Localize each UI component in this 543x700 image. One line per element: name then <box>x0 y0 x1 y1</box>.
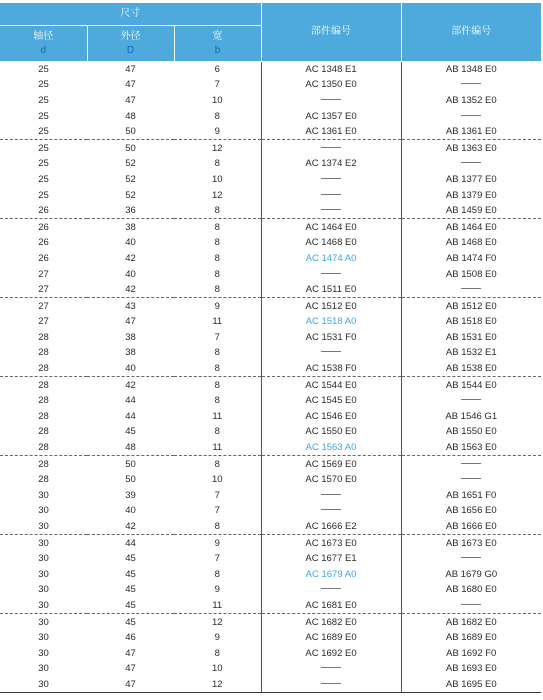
shaft-diameter-cell: 25 <box>38 94 49 106</box>
outer-diameter-cell: 48 <box>87 440 174 456</box>
outer-diameter-cell: 39 <box>125 489 136 501</box>
part-number-a-cell: AC 1518 A0 <box>261 314 401 330</box>
width-cell: 11 <box>174 440 261 456</box>
part-number-a-cell <box>261 187 401 203</box>
table-row <box>0 219 541 235</box>
table-row <box>0 630 541 646</box>
shaft-diameter-cell: 28 <box>38 410 49 422</box>
part-number-a-cell: AC 1350 E0 <box>261 77 401 93</box>
table-row <box>0 551 541 567</box>
part-number-a-cell: AC 1512 E0 <box>261 298 401 314</box>
part-number-b-cell <box>401 472 541 488</box>
outer-diameter-cell: 46 <box>125 632 136 644</box>
width-cell: 8 <box>174 361 261 377</box>
part-number-a-cell <box>261 172 401 188</box>
shaft-diameter-cell: 30 <box>38 632 49 644</box>
table-row <box>0 393 541 409</box>
shaft-diameter-cell: 30 <box>38 568 49 580</box>
width-header <box>174 26 261 62</box>
outer-diameter-label: 外径 <box>120 31 141 42</box>
table-row <box>0 77 541 93</box>
table-body <box>0 61 541 693</box>
empty-dash-icon <box>461 288 481 289</box>
part-number-header-1: 部件编号 <box>261 3 401 61</box>
table-row <box>0 361 541 377</box>
empty-dash-icon <box>321 494 341 495</box>
outer-diameter-cell: 45 <box>125 426 136 438</box>
outer-diameter-cell: 50 <box>125 474 136 486</box>
part-number-a-cell: AC 1563 A0 <box>261 440 401 456</box>
outer-diameter-cell: 47 <box>125 79 136 91</box>
shaft-diameter-cell: 30 <box>38 489 49 501</box>
outer-diameter-cell: 52 <box>125 173 136 185</box>
outer-diameter-cell: 44 <box>125 410 136 422</box>
outer-diameter-cell: 47 <box>87 677 174 693</box>
part-number-b-cell: AB 1563 E0 <box>401 440 541 456</box>
part-number-b-cell: AB 1673 E0 <box>401 535 541 551</box>
part-number-b-cell <box>401 598 541 614</box>
table-row <box>0 108 541 124</box>
empty-dash-icon <box>461 604 481 605</box>
empty-dash-icon <box>321 683 341 684</box>
width-cell: 7 <box>214 489 220 501</box>
empty-dash-icon <box>461 399 481 400</box>
part-number-a-cell: AC 1666 E2 <box>261 519 401 535</box>
seal-spec-table <box>0 3 541 693</box>
shaft-diameter-cell: 28 <box>38 474 49 486</box>
shaft-diameter-cell: 25 <box>38 158 49 170</box>
part-number-b-cell: AB 1512 E0 <box>401 298 541 314</box>
part-number-a-cell: AC 1468 E0 <box>261 235 401 251</box>
outer-diameter-cell: 45 <box>125 616 136 628</box>
width-cell: 9 <box>214 537 220 549</box>
width-cell: 8 <box>174 519 261 535</box>
part-number-b-cell: AB 1666 E0 <box>401 519 541 535</box>
outer-diameter-cell: 48 <box>125 110 136 122</box>
table-row <box>0 424 541 440</box>
part-number-b-cell <box>401 108 541 124</box>
table-row <box>0 677 541 693</box>
empty-dash-icon <box>461 463 481 464</box>
shaft-diameter-cell: 30 <box>38 663 49 675</box>
width-cell: 8 <box>214 252 220 264</box>
shaft-diameter-cell: 28 <box>38 331 49 343</box>
shaft-diameter-cell: 28 <box>38 458 49 470</box>
table-row <box>0 661 541 677</box>
table-row <box>0 345 541 361</box>
part-number-a-cell <box>261 140 401 156</box>
empty-dash-icon <box>321 273 341 274</box>
outer-diameter-cell: 50 <box>87 124 174 140</box>
part-number-b-cell: AB 1468 E0 <box>401 235 541 251</box>
width-cell: 8 <box>214 426 220 438</box>
part-number-a-cell: AC 1550 E0 <box>261 424 401 440</box>
outer-diameter-symbol: D <box>126 44 135 56</box>
empty-dash-icon <box>321 351 341 352</box>
width-cell: 8 <box>174 282 261 298</box>
part-number-b-cell <box>401 456 541 472</box>
width-cell: 8 <box>214 158 220 170</box>
part-number-b-cell: AB 1464 E0 <box>401 219 541 235</box>
width-cell: 9 <box>174 124 261 140</box>
part-number-b-cell: AB 1518 E0 <box>401 314 541 330</box>
table-row <box>0 598 541 614</box>
outer-diameter-cell: 38 <box>125 347 136 359</box>
table-row <box>0 298 541 314</box>
part-number-a-cell: AC 1531 F0 <box>261 330 401 346</box>
outer-diameter-cell: 47 <box>125 316 136 328</box>
shaft-diameter-cell: 27 <box>0 282 87 298</box>
shaft-diameter-cell: 30 <box>0 519 87 535</box>
outer-diameter-cell: 42 <box>125 252 136 264</box>
part-number-a-cell <box>261 203 401 219</box>
part-number-b-cell: AB 1531 E0 <box>401 330 541 346</box>
part-number-a-cell: AC 1570 E0 <box>261 472 401 488</box>
shaft-diameter-cell: 25 <box>38 189 49 201</box>
width-cell: 8 <box>214 458 220 470</box>
table-row <box>0 61 541 77</box>
table-row <box>0 645 541 661</box>
outer-diameter-cell: 47 <box>125 94 136 106</box>
width-cell: 8 <box>214 237 220 249</box>
outer-diameter-cell: 40 <box>87 361 174 377</box>
table-row <box>0 330 541 346</box>
shaft-diameter-cell: 30 <box>38 553 49 565</box>
empty-dash-icon <box>321 194 341 195</box>
part-number-a-cell: AC 1677 E1 <box>261 551 401 567</box>
part-number-b-cell: AB 1377 E0 <box>401 172 541 188</box>
shaft-diameter-cell: 27 <box>38 300 49 312</box>
part-number-a-cell <box>261 266 401 282</box>
part-number-b-cell: AB 1679 G0 <box>401 567 541 583</box>
part-number-a-cell <box>261 93 401 109</box>
part-number-a-cell: AC 1374 E2 <box>261 156 401 172</box>
part-number-b-cell: AB 1538 E0 <box>401 361 541 377</box>
width-cell: 11 <box>212 410 223 422</box>
outer-diameter-cell: 47 <box>125 63 136 75</box>
width-cell: 12 <box>211 616 223 628</box>
width-cell: 9 <box>214 632 220 644</box>
outer-diameter-cell: 50 <box>125 458 136 470</box>
shaft-diameter-cell: 25 <box>38 173 49 185</box>
outer-diameter-cell: 52 <box>125 158 136 170</box>
outer-diameter-cell: 47 <box>125 647 136 659</box>
shaft-diameter-cell: 26 <box>38 252 49 264</box>
width-cell: 11 <box>174 598 261 614</box>
table-row <box>0 519 541 535</box>
part-number-a-cell: AC 1689 E0 <box>261 630 401 646</box>
shaft-diameter-header <box>0 26 87 62</box>
outer-diameter-cell: 38 <box>125 221 136 233</box>
outer-diameter-cell: 40 <box>125 505 136 517</box>
table-row <box>0 503 541 519</box>
part-number-a-cell: AC 1545 E0 <box>261 393 401 409</box>
table-row <box>0 456 541 472</box>
table-row <box>0 582 541 598</box>
table-row <box>0 488 541 504</box>
width-cell: 9 <box>214 300 220 312</box>
table-row <box>0 251 541 267</box>
shaft-diameter-cell: 30 <box>0 598 87 614</box>
empty-dash-icon <box>461 162 481 163</box>
part-number-b-cell: AB 1361 E0 <box>401 124 541 140</box>
part-number-a-cell <box>261 582 401 598</box>
table-row <box>0 203 541 219</box>
shaft-diameter-cell: 28 <box>0 361 87 377</box>
width-cell: 10 <box>211 663 223 675</box>
width-cell: 7 <box>214 553 220 565</box>
part-number-b-cell: AB 1474 F0 <box>401 251 541 267</box>
outer-diameter-cell: 45 <box>87 598 174 614</box>
width-cell: 6 <box>214 63 220 75</box>
table-row <box>0 440 541 456</box>
table-row <box>0 187 541 203</box>
shaft-diameter-cell: 25 <box>38 79 49 91</box>
width-cell: 12 <box>211 142 223 154</box>
empty-dash-icon <box>461 115 481 116</box>
width-cell: 7 <box>214 505 220 517</box>
empty-dash-icon <box>321 209 341 210</box>
empty-dash-icon <box>321 147 341 148</box>
part-number-header-2: 部件编号 <box>401 3 541 61</box>
outer-diameter-cell: 45 <box>125 553 136 565</box>
part-number-a-cell: AC 1511 E0 <box>261 282 401 298</box>
part-number-a-cell: AC 1544 E0 <box>261 377 401 393</box>
part-number-b-cell: AB 1550 E0 <box>401 424 541 440</box>
dimension-group-header: 尺寸 <box>0 3 261 26</box>
width-cell: 8 <box>214 347 220 359</box>
shaft-diameter-cell: 30 <box>38 584 49 596</box>
shaft-diameter-cell: 26 <box>0 203 87 219</box>
outer-diameter-header <box>87 26 174 62</box>
part-number-a-cell <box>261 345 401 361</box>
table-row <box>0 172 541 188</box>
width-cell: 10 <box>211 474 223 486</box>
shaft-diameter-cell: 28 <box>38 347 49 359</box>
part-number-a-cell: AC 1464 E0 <box>261 219 401 235</box>
width-cell: 11 <box>212 316 223 328</box>
part-number-a-cell <box>261 677 401 693</box>
empty-dash-icon <box>321 509 341 510</box>
table-row <box>0 93 541 109</box>
part-number-b-cell: AB 1693 E0 <box>401 661 541 677</box>
width-cell: 10 <box>211 94 223 106</box>
part-number-b-cell: AB 1348 E0 <box>401 61 541 77</box>
part-number-b-cell: AB 1656 E0 <box>401 503 541 519</box>
shaft-diameter-cell: 27 <box>38 316 49 328</box>
shaft-diameter-cell: 30 <box>38 505 49 517</box>
width-cell: 10 <box>211 173 223 185</box>
part-number-a-cell <box>261 503 401 519</box>
shaft-diameter-cell: 30 <box>0 677 87 693</box>
part-number-b-cell: AB 1682 E0 <box>401 614 541 630</box>
outer-diameter-cell: 44 <box>125 537 136 549</box>
width-cell: 7 <box>214 79 220 91</box>
part-number-a-cell: AC 1474 A0 <box>261 251 401 267</box>
part-number-b-cell: AB 1695 E0 <box>401 677 541 693</box>
table-row <box>0 377 541 393</box>
shaft-diameter-cell: 28 <box>38 379 49 391</box>
part-number-b-cell <box>401 282 541 298</box>
outer-diameter-cell: 52 <box>125 189 136 201</box>
part-number-b-cell: AB 1363 E0 <box>401 140 541 156</box>
outer-diameter-cell: 38 <box>125 331 136 343</box>
part-number-a-cell: AC 1538 F0 <box>261 361 401 377</box>
part-number-b-cell: AB 1508 E0 <box>401 266 541 282</box>
shaft-diameter-cell: 30 <box>38 537 49 549</box>
part-number-b-cell <box>401 156 541 172</box>
table-row <box>0 156 541 172</box>
shaft-diameter-label: 轴径 <box>33 31 54 42</box>
table-row <box>0 266 541 282</box>
outer-diameter-cell: 45 <box>125 584 136 596</box>
part-number-a-cell: AC 1682 E0 <box>261 614 401 630</box>
part-number-a-cell <box>261 488 401 504</box>
width-cell: 8 <box>214 268 220 280</box>
table-row <box>0 409 541 425</box>
part-number-b-cell: AB 1680 E0 <box>401 582 541 598</box>
part-number-a-cell: AC 1673 E0 <box>261 535 401 551</box>
outer-diameter-cell: 36 <box>87 203 174 219</box>
empty-dash-icon <box>461 478 481 479</box>
part-number-b-cell <box>401 393 541 409</box>
table-row <box>0 140 541 156</box>
part-number-b-cell: AB 1689 E0 <box>401 630 541 646</box>
table-row <box>0 567 541 583</box>
outer-diameter-cell: 42 <box>87 282 174 298</box>
shaft-diameter-cell: 28 <box>0 440 87 456</box>
width-cell: 7 <box>214 331 220 343</box>
width-cell: 9 <box>214 584 220 596</box>
part-number-b-cell: AB 1692 F0 <box>401 645 541 661</box>
shaft-diameter-cell: 25 <box>0 124 87 140</box>
shaft-diameter-cell: 30 <box>38 616 49 628</box>
empty-dash-icon <box>461 557 481 558</box>
shaft-diameter-cell: 28 <box>38 395 49 407</box>
empty-dash-icon <box>321 178 341 179</box>
width-cell: 8 <box>214 568 220 580</box>
part-number-b-cell: AB 1379 E0 <box>401 187 541 203</box>
part-number-a-cell: AC 1679 A0 <box>261 567 401 583</box>
table-row <box>0 472 541 488</box>
part-number-b-cell: AB 1532 E1 <box>401 345 541 361</box>
shaft-diameter-cell: 25 <box>38 63 49 75</box>
shaft-diameter-symbol: d <box>40 44 47 56</box>
table-row <box>0 235 541 251</box>
outer-diameter-cell: 40 <box>125 268 136 280</box>
width-cell: 8 <box>214 379 220 391</box>
width-cell: 8 <box>214 221 220 233</box>
part-number-b-cell: AB 1546 G1 <box>401 409 541 425</box>
part-number-b-cell: AB 1352 E0 <box>401 93 541 109</box>
shaft-diameter-cell: 26 <box>38 221 49 233</box>
width-cell: 12 <box>174 677 261 693</box>
part-number-a-cell: AC 1681 E0 <box>261 598 401 614</box>
shaft-diameter-cell: 26 <box>38 237 49 249</box>
outer-diameter-cell: 43 <box>125 300 136 312</box>
part-number-a-cell: AC 1569 E0 <box>261 456 401 472</box>
empty-dash-icon <box>461 83 481 84</box>
width-cell: 8 <box>214 395 220 407</box>
part-number-b-cell: AB 1544 E0 <box>401 377 541 393</box>
part-number-b-cell: AB 1459 E0 <box>401 203 541 219</box>
width-cell: 8 <box>214 647 220 659</box>
table-row <box>0 314 541 330</box>
table-header <box>0 3 541 61</box>
outer-diameter-cell: 50 <box>125 142 136 154</box>
outer-diameter-cell: 47 <box>125 663 136 675</box>
empty-dash-icon <box>321 667 341 668</box>
outer-diameter-cell: 42 <box>87 519 174 535</box>
shaft-diameter-cell: 25 <box>38 142 49 154</box>
width-cell: 8 <box>174 203 261 219</box>
part-number-b-cell: AB 1651 F0 <box>401 488 541 504</box>
width-symbol: b <box>214 44 221 56</box>
part-number-b-cell <box>401 77 541 93</box>
table-row <box>0 124 541 140</box>
part-number-a-cell: AC 1546 E0 <box>261 409 401 425</box>
outer-diameter-cell: 42 <box>125 379 136 391</box>
shaft-diameter-cell: 30 <box>38 647 49 659</box>
shaft-diameter-cell: 27 <box>38 268 49 280</box>
table-row <box>0 614 541 630</box>
outer-diameter-cell: 40 <box>125 237 136 249</box>
part-number-a-cell: AC 1357 E0 <box>261 108 401 124</box>
part-number-b-cell <box>401 551 541 567</box>
empty-dash-icon <box>321 588 341 589</box>
table-row <box>0 282 541 298</box>
part-number-a-cell <box>261 661 401 677</box>
shaft-diameter-cell: 28 <box>38 426 49 438</box>
part-number-a-cell: AC 1692 E0 <box>261 645 401 661</box>
empty-dash-icon <box>321 99 341 100</box>
width-label: 宽 <box>212 31 223 42</box>
width-cell: 8 <box>214 110 220 122</box>
outer-diameter-cell: 44 <box>125 395 136 407</box>
table-row <box>0 535 541 551</box>
outer-diameter-cell: 45 <box>125 568 136 580</box>
width-cell: 12 <box>211 189 223 201</box>
shaft-diameter-cell: 25 <box>38 110 49 122</box>
part-number-a-cell: AC 1348 E1 <box>261 61 401 77</box>
part-number-a-cell: AC 1361 E0 <box>261 124 401 140</box>
